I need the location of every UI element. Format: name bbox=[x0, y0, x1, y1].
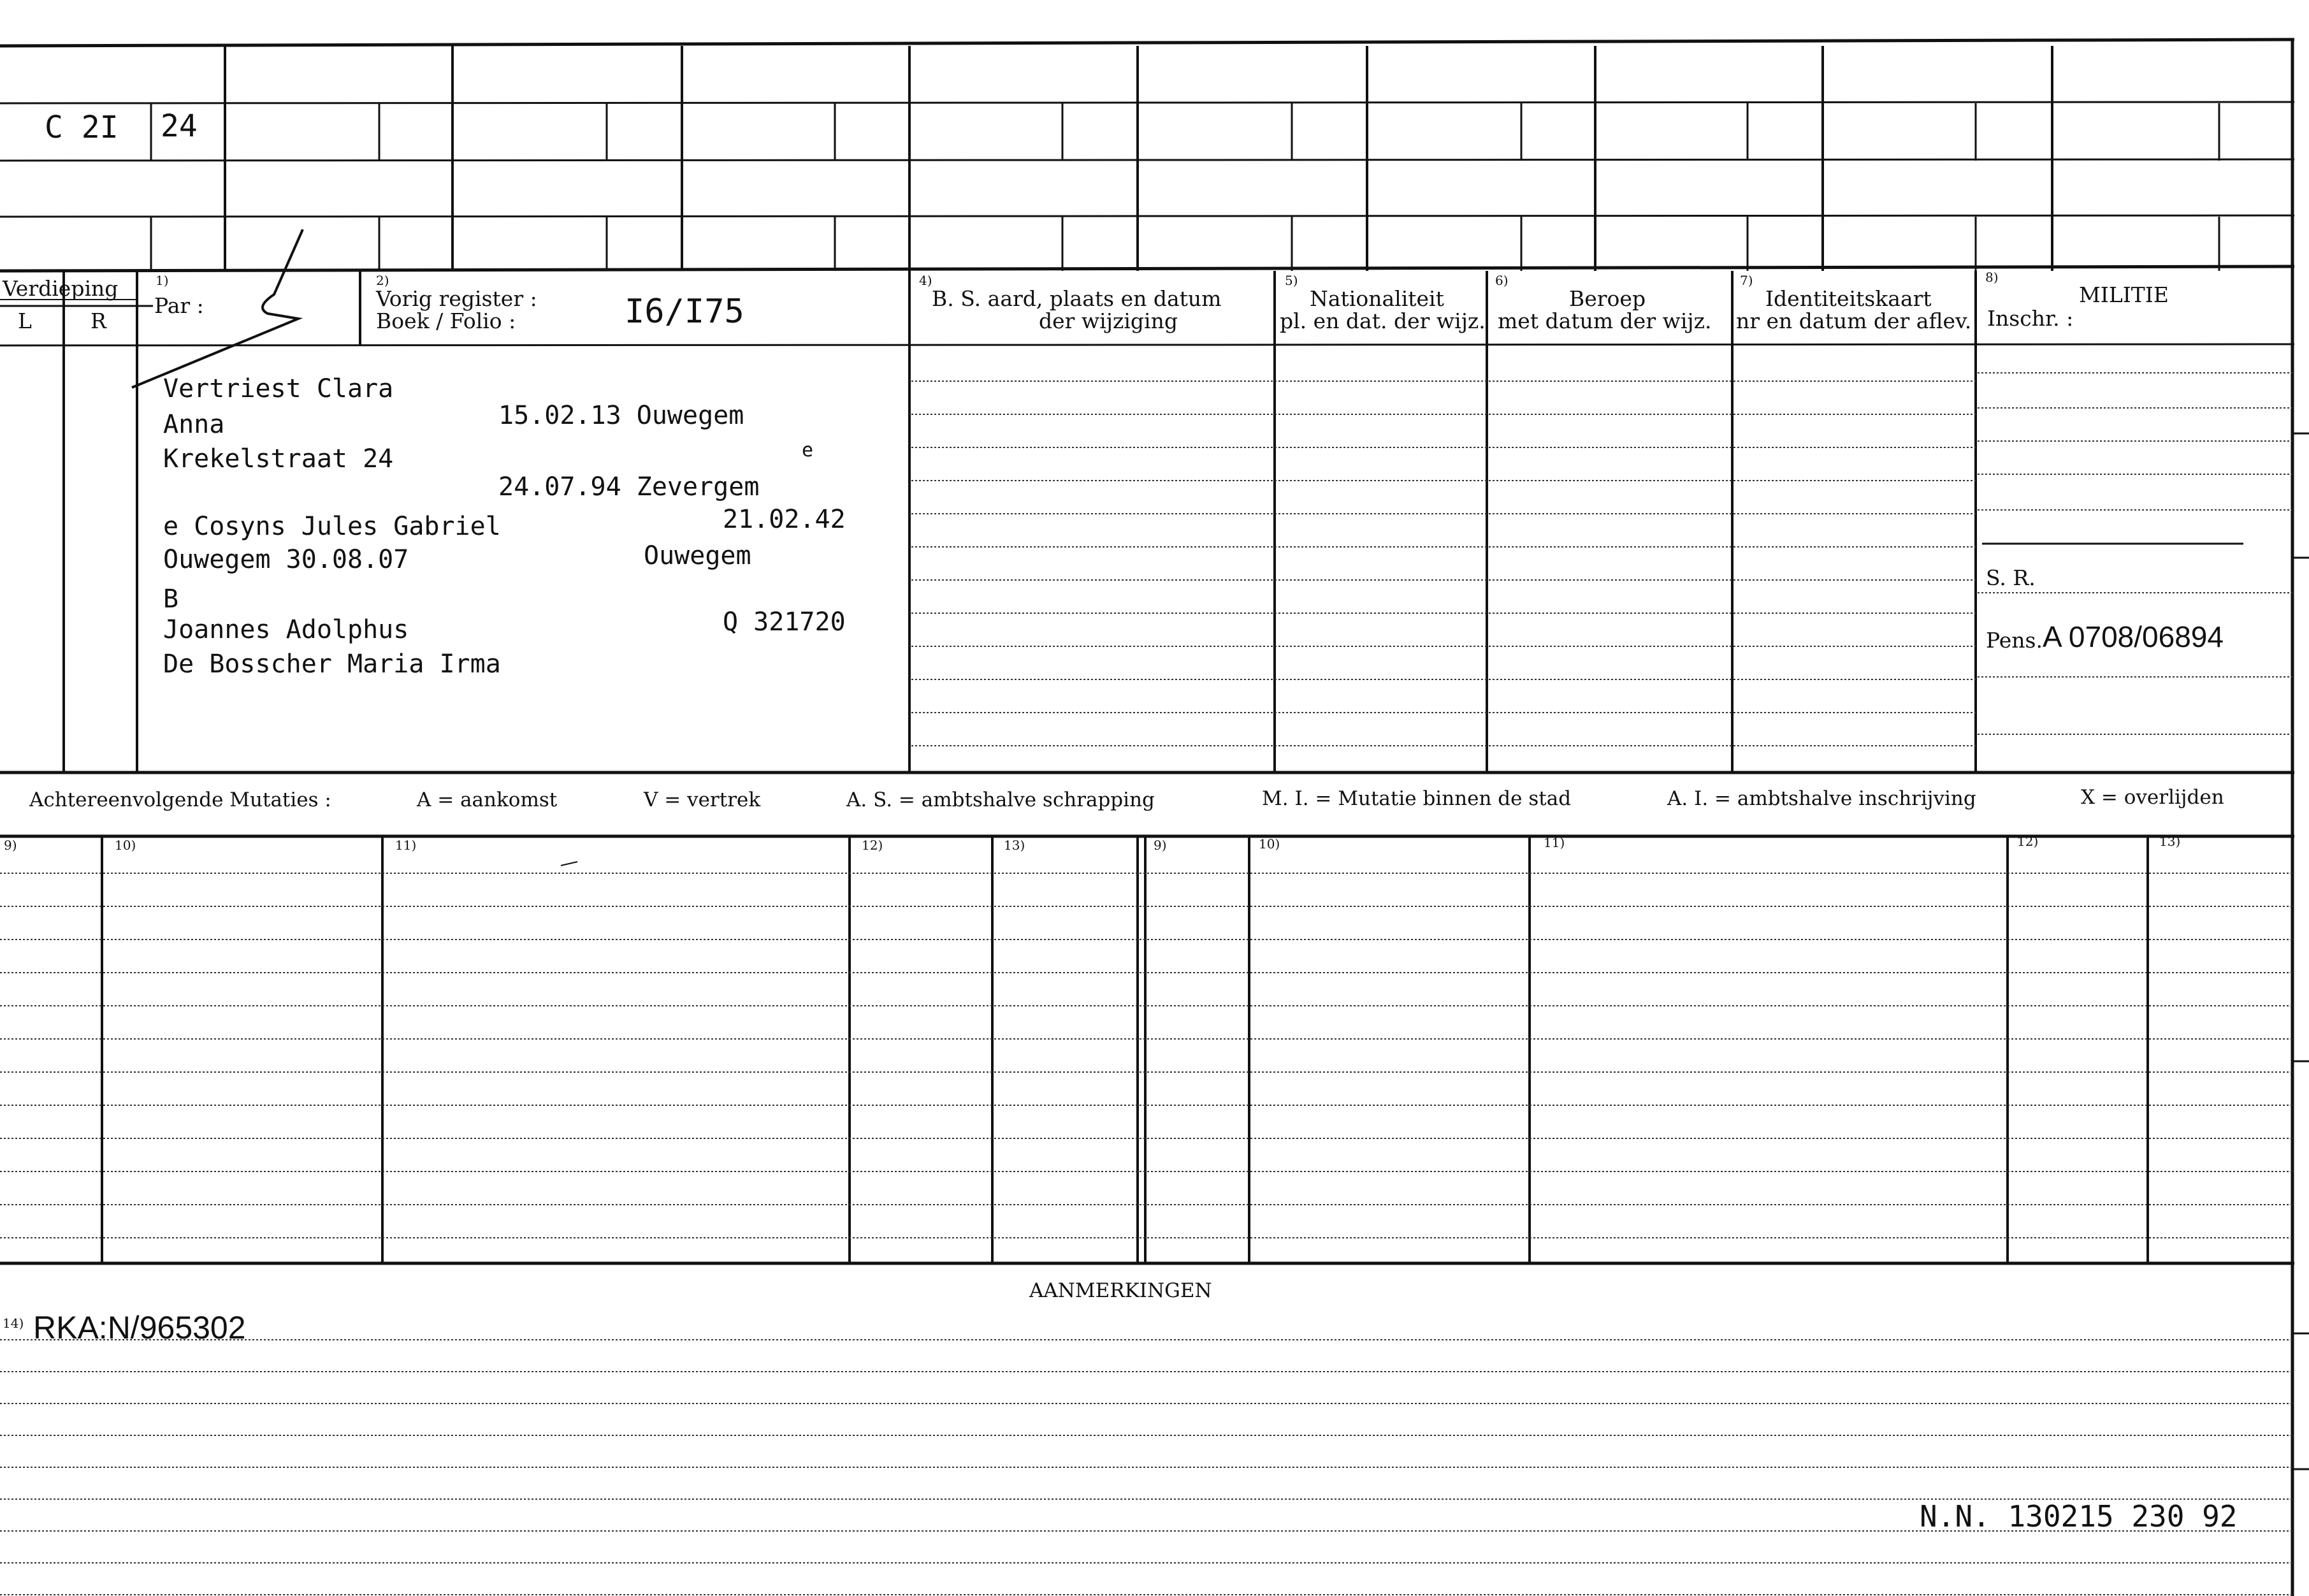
legend-vertrek: V = vertrek bbox=[644, 788, 761, 811]
id-code: Q 321720 bbox=[723, 607, 846, 637]
mut-col-9b: 9) bbox=[1154, 838, 1167, 853]
mut-col-10b: 10) bbox=[1259, 836, 1280, 852]
boek-folio-label: Boek / Folio : bbox=[376, 308, 516, 333]
legend-mutatie-stad: M. I. = Mutatie binnen de stad bbox=[1262, 787, 1572, 810]
mut-col-11: 11) bbox=[395, 838, 417, 853]
mut-col-9: 9) bbox=[4, 838, 17, 853]
vorig-number: 2) bbox=[376, 273, 389, 288]
register-number: 24 bbox=[161, 108, 198, 144]
militie-title: MILITIE bbox=[2079, 282, 2169, 307]
right-label: R bbox=[90, 308, 106, 333]
spouse-name: e Cosyns Jules Gabriel bbox=[163, 512, 501, 541]
aanmerkingen-title: AANMERKINGEN bbox=[1029, 1279, 1212, 1302]
militie-number: 8) bbox=[1985, 270, 1999, 285]
mut-col-13: 13) bbox=[1004, 838, 1025, 853]
id-header-line1: Identiteitskaart bbox=[1765, 286, 1932, 311]
beroep-header-line1: Beroep bbox=[1569, 286, 1646, 311]
nat-number: 5) bbox=[1285, 273, 1298, 288]
nationality-code: B bbox=[163, 584, 179, 614]
register-code: C 2I bbox=[45, 110, 119, 145]
beroep-number: 6) bbox=[1495, 273, 1509, 288]
nat-header-line1: Nationaliteit bbox=[1310, 286, 1444, 311]
mut-col-13b: 13) bbox=[2159, 834, 2181, 849]
vorig-register-label: Vorig register : bbox=[376, 286, 537, 311]
mut-col-10: 10) bbox=[115, 838, 136, 853]
par-number: 1) bbox=[156, 273, 169, 288]
person-street: Krekelstraat 24 bbox=[163, 444, 394, 474]
marriage-place: Ouwegem bbox=[644, 541, 751, 570]
spouse-birth-place-date: Ouwegem 30.08.07 bbox=[163, 545, 409, 574]
person-second-name: Anna bbox=[163, 410, 225, 439]
mut-col-12b: 12) bbox=[2017, 834, 2039, 849]
person-birth-date-place: 15.02.13 Ouwegem bbox=[498, 401, 744, 430]
bs-number: 4) bbox=[919, 273, 932, 288]
pens-value: A 0708/06894 bbox=[2043, 620, 2224, 653]
left-label: L bbox=[18, 308, 32, 333]
remarks-number: 14) bbox=[3, 1316, 24, 1331]
par-label: Par : bbox=[154, 293, 204, 318]
mother-name: De Bosscher Maria Irma bbox=[163, 649, 501, 679]
boek-folio-value: I6/I75 bbox=[625, 293, 744, 331]
legend-inschrijving: A. I. = ambtshalve inschrijving bbox=[1667, 787, 1976, 810]
national-number: N.N. 130215 230 92 bbox=[1920, 1499, 2238, 1534]
nat-header-line2: pl. en dat. der wijz. bbox=[1280, 308, 1486, 333]
person-mark: e bbox=[802, 439, 814, 461]
verdieping-label: Verdieping bbox=[3, 276, 119, 301]
bs-header-line1: B. S. aard, plaats en datum bbox=[932, 286, 1222, 311]
rka-number: RKA:N/965302 bbox=[33, 1310, 246, 1346]
marriage-date: 21.02.42 bbox=[723, 505, 846, 534]
person-surname-firstname: Vertriest Clara bbox=[163, 374, 394, 403]
mutaties-title: Achtereenvolgende Mutaties : bbox=[29, 788, 331, 811]
father-name: Joannes Adolphus bbox=[163, 615, 409, 644]
inschr-label: Inschr. : bbox=[1987, 306, 2074, 331]
person-date-place-2: 24.07.94 Zevergem bbox=[498, 472, 760, 502]
legend-aankomst: A = aankomst bbox=[417, 788, 558, 811]
pens-label: Pens. bbox=[1986, 628, 2043, 653]
id-number: 7) bbox=[1740, 273, 1753, 288]
mut-col-11b: 11) bbox=[1544, 835, 1565, 850]
bs-header-line2: der wijziging bbox=[1039, 308, 1178, 333]
mut-col-12: 12) bbox=[862, 838, 883, 853]
id-header-line2: nr en datum der aflev. bbox=[1736, 308, 1972, 333]
legend-overlijden: X = overlijden bbox=[2081, 786, 2224, 809]
legend-schrapping: A. S. = ambtshalve schrapping bbox=[846, 788, 1155, 811]
sr-label: S. R. bbox=[1986, 565, 2036, 590]
beroep-header-line2: met datum der wijz. bbox=[1498, 308, 1712, 333]
